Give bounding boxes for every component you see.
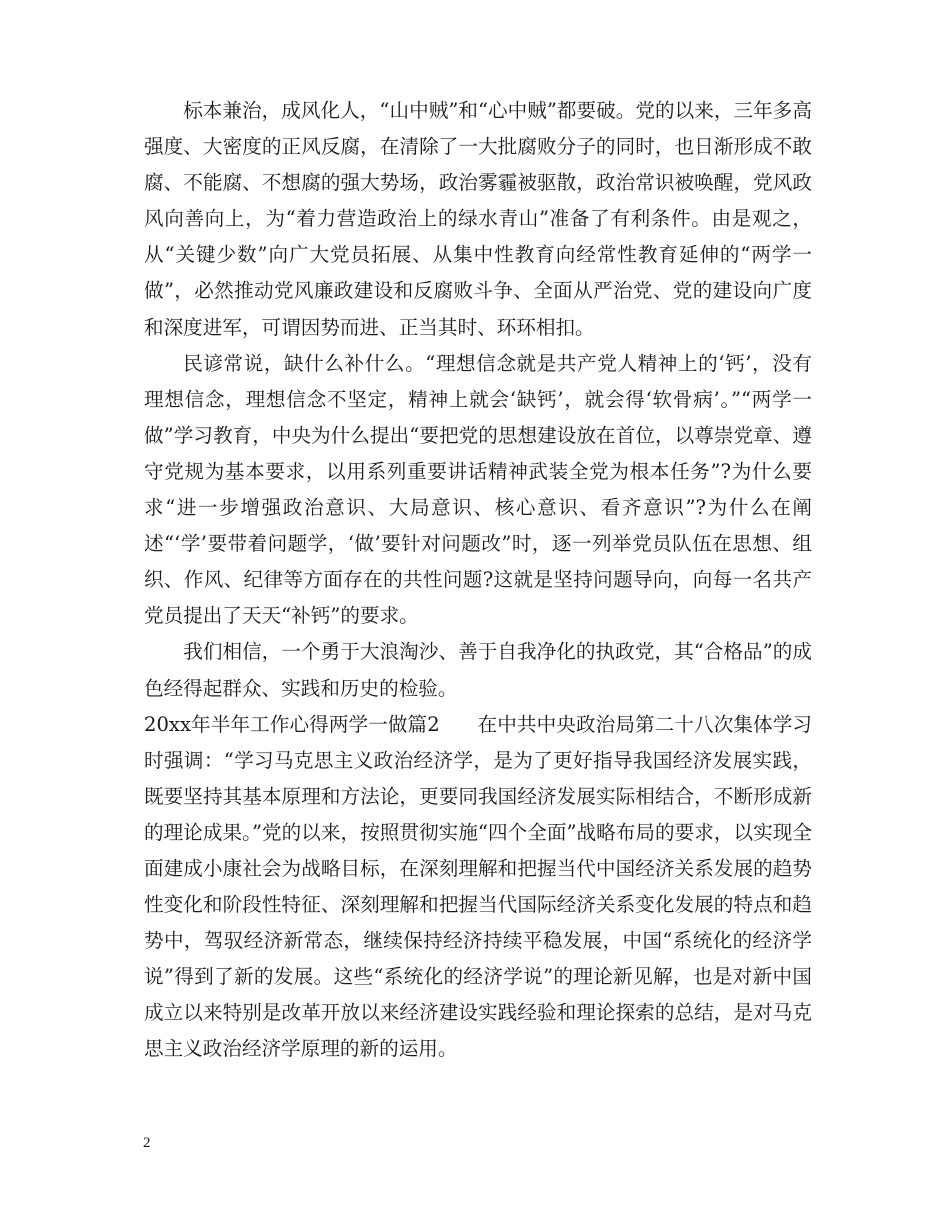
paragraph-1: 标本兼治，成风化人，“山中贼”和“心中贼”都要破。党的以来，三年多高强度、大密度的正风反腐，在清除了一大批腐败分子的同时，也日渐形成不敢腐、不能腐、不想腐的强大势场，政治雾霾被驱散，政治常识被唤醒，党风政风向善向上，为“着力营造政治上的绿水青山”准备了有利条件。由是观之，从“关键少数”向广大党员拓展、从集中性教育向经常性教育延伸的“两学一做”，必然推动党风廉政建设和反腐败斗争、全面从严治党、党的建设向广度和深度进军，可谓因势而进、正当其时、环环相扣。 <box>144 99 812 339</box>
section-text: 在中共中央政治局第二十八次集体学习时强调：“学习马克思主义政治经济学，是为了更好指导我国经济发展实践，既要坚持其基本原理和方法论，更要同我国经济发展实际相结合，不断形成新的理论成果。”党的以来，按照贯彻实施“四个全面”战略布局的要求，以实现全面建成小康社会为战略目标，在深刻理解和把握当代中国经济关系发展的趋势性变化和阶段性特征、深刻理解和把握当代国际经济关系变化发展的特点和趋势中，驾驭经济新常态，继续保持经济持续平稳发展，中国“系统化的经济学说”得到了新的发展。这些“系统化的经济学说”的理论新见解，也是对新中国成立以来特别是改革开放以来经济建设实践经验和理论探索的总结，是对马克思主义政治经济学原理的新的运用。 <box>144 712 813 1061</box>
paragraph-3: 我们相信，一个勇于大浪淘沙、善于自我净化的执政党，其“合格品”的成色经得起群众、实践和历史的检验。 <box>144 640 812 700</box>
document-body <box>144 93 812 1068</box>
section-paragraph <box>144 707 812 1068</box>
paragraph-2: 民谚常说，缺什么补什么。“理想信念就是共产党人精神上的‘钙’，没有理想信念，理想信念不坚定，精神上就会‘缺钙’，就会得‘软骨病’。”“两学一做”学习教育，中央为什么提出“要把党的思想建设放在首位，以尊崇党章、遵守党规为基本要求，以用系列重要讲话精神武装全党为根本任务”?为什么要求“进一步增强政治意识、大局意识、核心意识、看齐意识”?为什么在阐述“‘学’要带着问题学，‘做’要针对问题改”时，逐一列举党员队伍在思想、组织、作风、纪律等方面存在的共性问题?这就是坚持问题导向，向每一名共产党员提出了天天“补钙”的要求。 <box>144 351 812 628</box>
heading-gap <box>440 713 478 736</box>
section-heading: 20xx年半年工作心得两学一做篇2 <box>144 712 440 736</box>
page-number: 2 <box>143 1135 151 1151</box>
